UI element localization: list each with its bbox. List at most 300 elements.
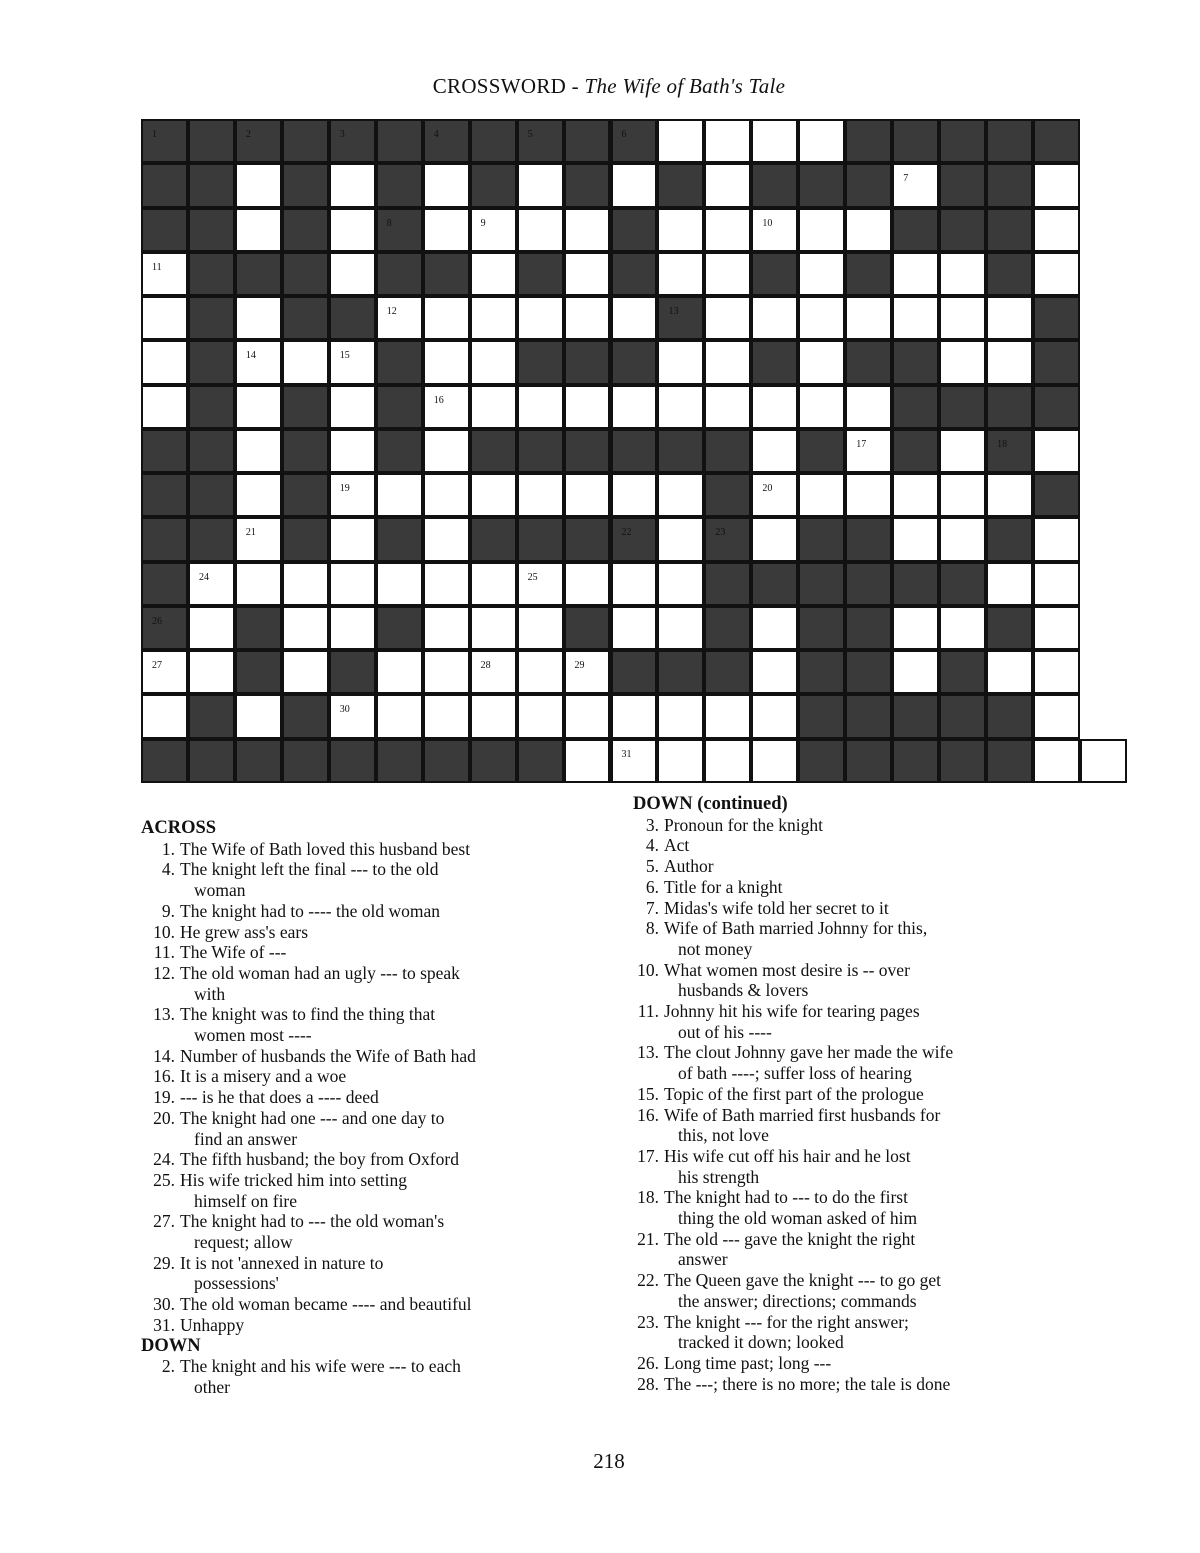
grid-number: 27 (152, 660, 162, 672)
grid-number: 29 (574, 660, 585, 672)
grid-cell-open[interactable] (517, 208, 564, 252)
grid-cell-open[interactable] (188, 562, 235, 606)
grid-cell-open[interactable] (235, 429, 282, 473)
grid-cell-blocked (798, 694, 845, 738)
grid-cell-open[interactable] (564, 208, 611, 252)
grid-cell-open[interactable] (423, 208, 470, 252)
grid-cell-open[interactable] (986, 650, 1033, 694)
grid-cell-open[interactable] (657, 473, 704, 517)
grid-cell-open[interactable] (1033, 739, 1080, 783)
grid-cell-blocked (564, 606, 611, 650)
grid-cell-open[interactable] (751, 650, 798, 694)
grid-cell-open[interactable] (986, 340, 1033, 384)
clue-line: out of his ---- (678, 1021, 772, 1042)
grid-cell-open[interactable] (1033, 606, 1080, 650)
grid-cell-open[interactable] (892, 650, 939, 694)
clue-number: 15. (637, 1083, 659, 1104)
grid-cell-open[interactable] (564, 739, 611, 783)
clue-item (633, 835, 1073, 856)
grid-cell-open[interactable] (939, 296, 986, 340)
clue-line: The knight had to ---- the old woman (180, 900, 441, 921)
grid-cell-open[interactable] (470, 606, 517, 650)
grid-cell-open[interactable] (423, 606, 470, 650)
grid-cell-open[interactable] (751, 296, 798, 340)
grid-cell-open[interactable] (657, 739, 704, 783)
grid-cell-blocked (986, 385, 1033, 429)
grid-cell-open[interactable] (704, 252, 751, 296)
grid-number: 11 (152, 261, 162, 273)
grid-cell-blocked (845, 739, 892, 783)
clue-number: 2. (161, 1356, 175, 1377)
grid-cell-open[interactable] (657, 119, 704, 163)
grid-cell-open[interactable] (517, 385, 564, 429)
clue-line: He grew ass's ears (180, 921, 309, 942)
grid-cell-open[interactable] (235, 517, 282, 561)
grid-cell-open[interactable] (704, 296, 751, 340)
grid-cell-open[interactable] (329, 252, 376, 296)
grid-cell-blocked (188, 739, 235, 783)
grid-cell-open[interactable] (657, 694, 704, 738)
grid-cell-open[interactable] (986, 473, 1033, 517)
grid-cell-open[interactable] (235, 340, 282, 384)
grid-cell-open[interactable] (704, 119, 751, 163)
clue-text (664, 1105, 1073, 1146)
grid-cell-blocked (564, 517, 611, 561)
clue-line: The clout Johnny gave her made the wife (664, 1042, 954, 1063)
grid-cell-open[interactable] (564, 385, 611, 429)
grid-cell-open[interactable] (1033, 163, 1080, 207)
grid-cell-open[interactable] (892, 517, 939, 561)
clue-line: The knight was to find the thing that (180, 1004, 436, 1025)
grid-cell-open[interactable] (751, 473, 798, 517)
grid-cell-open[interactable] (564, 562, 611, 606)
grid-number: 12 (386, 306, 397, 318)
grid-cell-blocked (1033, 473, 1080, 517)
grid-cell-open[interactable] (423, 163, 470, 207)
grid-cell-open[interactable] (329, 517, 376, 561)
grid-cell-open[interactable] (939, 517, 986, 561)
grid-cell-open[interactable] (282, 606, 329, 650)
clue-number: 10. (637, 959, 659, 980)
grid-cell-open[interactable] (235, 163, 282, 207)
grid-cell-open[interactable] (704, 340, 751, 384)
grid-cell-open[interactable] (845, 385, 892, 429)
grid-cell-open[interactable] (845, 208, 892, 252)
grid-cell-open[interactable] (939, 429, 986, 473)
grid-cell-open[interactable] (235, 296, 282, 340)
grid-cell-open[interactable] (892, 163, 939, 207)
clue-line: --- is he that does a ---- deed (180, 1087, 379, 1108)
grid-cell-open[interactable] (282, 340, 329, 384)
clue-number: 13. (637, 1042, 659, 1063)
grid-cell-open[interactable] (282, 650, 329, 694)
grid-cell-open[interactable] (423, 517, 470, 561)
grid-cell-blocked (376, 385, 423, 429)
clue-line: The old woman became ---- and beautiful (180, 1294, 472, 1315)
clue-line: What women most desire is -- over (664, 959, 910, 980)
clue-item (141, 922, 581, 943)
grid-cell-blocked (564, 119, 611, 163)
grid-cell-open[interactable] (798, 119, 845, 163)
grid-cell-blocked (798, 650, 845, 694)
grid-cell-blocked (845, 694, 892, 738)
grid-cell-open[interactable] (1033, 694, 1080, 738)
grid-cell-open[interactable] (470, 385, 517, 429)
clue-line: find an answer (194, 1128, 298, 1149)
grid-cell-blocked (517, 119, 564, 163)
grid-cell-open[interactable] (235, 562, 282, 606)
grid-cell-blocked (657, 163, 704, 207)
grid-cell-blocked (798, 606, 845, 650)
grid-cell-open[interactable] (470, 252, 517, 296)
grid-cell-blocked (892, 208, 939, 252)
grid-cell-open[interactable] (423, 296, 470, 340)
grid-cell-open[interactable] (892, 296, 939, 340)
grid-cell-blocked (986, 208, 1033, 252)
grid-cell-blocked (188, 517, 235, 561)
grid-cell-open[interactable] (329, 694, 376, 738)
clue-line: The Wife of Bath loved this husband best (180, 838, 471, 859)
grid-cell-blocked (376, 739, 423, 783)
clue-line: The Queen gave the knight --- to go get (664, 1270, 941, 1291)
grid-cell-blocked (845, 517, 892, 561)
clue-item (633, 898, 1073, 919)
clue-line: Wife of Bath married first husbands for (664, 1104, 941, 1125)
clue-text (664, 1353, 1073, 1374)
grid-cell-blocked (282, 252, 329, 296)
grid-cell-open[interactable] (657, 252, 704, 296)
grid-cell-open[interactable] (376, 296, 423, 340)
clue-number: 25. (153, 1169, 175, 1190)
grid-number: 24 (198, 571, 209, 583)
grid-number: 20 (762, 483, 773, 495)
grid-cell-open[interactable] (517, 163, 564, 207)
grid-cell-blocked (611, 517, 658, 561)
grid-cell-blocked (986, 429, 1033, 473)
grid-cell-open[interactable] (517, 473, 564, 517)
grid-cell-open[interactable] (141, 296, 188, 340)
grid-cell-open[interactable] (235, 694, 282, 738)
grid-cell-open[interactable] (657, 606, 704, 650)
grid-cell-open[interactable] (141, 650, 188, 694)
grid-cell-open[interactable] (798, 296, 845, 340)
grid-cell-open[interactable] (1080, 739, 1127, 783)
grid-cell-open[interactable] (798, 385, 845, 429)
clue-number: 30. (153, 1294, 175, 1315)
grid-cell-blocked (939, 694, 986, 738)
grid-cell-open[interactable] (892, 606, 939, 650)
grid-cell-blocked (235, 252, 282, 296)
grid-cell-open[interactable] (611, 606, 658, 650)
grid-cell-open[interactable] (423, 694, 470, 738)
clue-item (633, 918, 1073, 959)
grid-cell-blocked (564, 429, 611, 473)
grid-cell-open[interactable] (141, 252, 188, 296)
grid-cell-open[interactable] (517, 606, 564, 650)
clue-text (664, 918, 1073, 959)
grid-cell-open[interactable] (845, 473, 892, 517)
grid-cell-open[interactable] (470, 473, 517, 517)
clue-number: 16. (637, 1104, 659, 1125)
grid-cell-blocked (986, 739, 1033, 783)
clue-item (633, 1001, 1073, 1042)
grid-cell-open[interactable] (611, 385, 658, 429)
grid-cell-open[interactable] (1033, 517, 1080, 561)
grid-cell-open[interactable] (141, 340, 188, 384)
clue-text (180, 901, 581, 922)
grid-cell-open[interactable] (188, 606, 235, 650)
grid-cell-open[interactable] (141, 385, 188, 429)
grid-cell-blocked (376, 252, 423, 296)
grid-cell-blocked (704, 650, 751, 694)
clue-text (180, 942, 581, 963)
clue-text (180, 1149, 581, 1170)
clue-number: 29. (153, 1252, 175, 1273)
clue-item (633, 1187, 1073, 1228)
grid-cell-open[interactable] (329, 385, 376, 429)
grid-cell-open[interactable] (329, 473, 376, 517)
clue-line: The knight had one --- and one day to (180, 1107, 445, 1128)
grid-cell-open[interactable] (423, 429, 470, 473)
clue-line: Long time past; long --- (664, 1352, 832, 1373)
clue-line: Wife of Bath married Johnny for this, (664, 918, 928, 939)
down-continued-clue-list (633, 815, 1073, 1395)
grid-cell-open[interactable] (376, 473, 423, 517)
grid-cell-blocked (141, 163, 188, 207)
grid-cell-open[interactable] (564, 650, 611, 694)
grid-cell-open[interactable] (611, 562, 658, 606)
grid-cell-open[interactable] (517, 296, 564, 340)
grid-cell-open[interactable] (376, 562, 423, 606)
grid-cell-blocked (657, 429, 704, 473)
grid-cell-open[interactable] (939, 252, 986, 296)
grid-cell-open[interactable] (423, 473, 470, 517)
grid-cell-open[interactable] (939, 473, 986, 517)
grid-cell-open[interactable] (470, 562, 517, 606)
clue-text (664, 1042, 1073, 1083)
grid-cell-open[interactable] (329, 429, 376, 473)
grid-cell-open[interactable] (423, 340, 470, 384)
grid-cell-open[interactable] (751, 739, 798, 783)
grid-cell-blocked (141, 119, 188, 163)
grid-cell-open[interactable] (141, 694, 188, 738)
clue-text (664, 1229, 1073, 1270)
clue-line: His wife tricked him into setting (180, 1169, 407, 1190)
grid-cell-open[interactable] (470, 650, 517, 694)
grid-cell-open[interactable] (657, 208, 704, 252)
clue-text (180, 1315, 581, 1336)
down-heading: DOWN (141, 1335, 201, 1356)
grid-cell-open[interactable] (376, 694, 423, 738)
grid-number: 19 (339, 483, 350, 495)
grid-cell-open[interactable] (892, 473, 939, 517)
grid-cell-open[interactable] (329, 340, 376, 384)
grid-cell-blocked (892, 340, 939, 384)
grid-cell-open[interactable] (751, 694, 798, 738)
grid-cell-open[interactable] (704, 739, 751, 783)
grid-cell-open[interactable] (1033, 429, 1080, 473)
clue-line: possessions' (194, 1273, 279, 1294)
grid-cell-open[interactable] (188, 650, 235, 694)
grid-cell-blocked (188, 208, 235, 252)
grid-cell-blocked (141, 562, 188, 606)
clue-number: 10. (153, 921, 175, 942)
grid-cell-open[interactable] (892, 252, 939, 296)
clue-item (141, 963, 581, 1004)
grid-cell-open[interactable] (751, 606, 798, 650)
grid-cell-blocked (798, 429, 845, 473)
clue-number: 14. (153, 1045, 175, 1066)
grid-cell-open[interactable] (1033, 562, 1080, 606)
clue-item (141, 1211, 581, 1252)
clue-text (180, 1170, 581, 1211)
grid-cell-open[interactable] (517, 562, 564, 606)
clue-number: 17. (637, 1145, 659, 1166)
grid-cell-open[interactable] (564, 694, 611, 738)
grid-cell-open[interactable] (517, 694, 564, 738)
clue-line: The old --- gave the knight the right (664, 1228, 916, 1249)
grid-cell-open[interactable] (423, 650, 470, 694)
grid-cell-open[interactable] (517, 650, 564, 694)
grid-cell-blocked (282, 296, 329, 340)
grid-cell-blocked (470, 429, 517, 473)
grid-number: 8 (386, 217, 392, 229)
clue-text (180, 963, 581, 1004)
grid-cell-open[interactable] (845, 296, 892, 340)
grid-cell-blocked (282, 385, 329, 429)
clue-line: thing the old woman asked of him (678, 1208, 918, 1229)
clue-line: not money (678, 938, 753, 959)
grid-cell-open[interactable] (470, 694, 517, 738)
clue-text (664, 898, 1073, 919)
grid-cell-open[interactable] (423, 562, 470, 606)
clue-line: women most ---- (194, 1025, 312, 1046)
grid-cell-open[interactable] (611, 739, 658, 783)
grid-cell-open[interactable] (845, 429, 892, 473)
grid-cell-open[interactable] (470, 340, 517, 384)
grid-cell-open[interactable] (611, 694, 658, 738)
clue-line: The knight left the final --- to the old (180, 859, 439, 880)
clue-line: It is not 'annexed in nature to (180, 1252, 384, 1273)
grid-number: 25 (527, 571, 538, 583)
grid-cell-blocked (611, 429, 658, 473)
grid-cell-open[interactable] (282, 562, 329, 606)
clue-line: of bath ----; suffer loss of hearing (678, 1063, 912, 1084)
grid-cell-blocked (845, 606, 892, 650)
grid-cell-blocked (376, 119, 423, 163)
grid-cell-open[interactable] (751, 517, 798, 561)
clue-item (633, 1270, 1073, 1311)
grid-cell-open[interactable] (986, 562, 1033, 606)
grid-cell-open[interactable] (657, 385, 704, 429)
grid-cell-open[interactable] (329, 606, 376, 650)
grid-cell-open[interactable] (986, 296, 1033, 340)
grid-cell-open[interactable] (751, 429, 798, 473)
grid-number: 10 (762, 217, 773, 229)
grid-cell-blocked (845, 252, 892, 296)
clue-number: 11. (153, 942, 175, 963)
grid-cell-open[interactable] (704, 163, 751, 207)
grid-cell-open[interactable] (704, 208, 751, 252)
grid-cell-open[interactable] (423, 385, 470, 429)
clue-line: other (194, 1376, 230, 1397)
grid-number: 13 (668, 306, 679, 318)
clue-text (664, 1001, 1073, 1042)
grid-cell-blocked (611, 650, 658, 694)
grid-cell-open[interactable] (564, 252, 611, 296)
grid-cell-open[interactable] (751, 119, 798, 163)
clue-item (633, 1312, 1073, 1353)
grid-cell-blocked (704, 562, 751, 606)
grid-cell-open[interactable] (564, 473, 611, 517)
grid-cell-open[interactable] (751, 385, 798, 429)
grid-cell-blocked (704, 473, 751, 517)
title-prefix: CROSSWORD - (432, 74, 585, 98)
grid-cell-open[interactable] (798, 208, 845, 252)
grid-cell-open[interactable] (939, 340, 986, 384)
clue-text (180, 859, 581, 900)
grid-cell-open[interactable] (235, 473, 282, 517)
grid-cell-open[interactable] (798, 473, 845, 517)
grid-cell-open[interactable] (939, 606, 986, 650)
grid-cell-open[interactable] (798, 340, 845, 384)
grid-cell-open[interactable] (657, 562, 704, 606)
grid-cell-open[interactable] (329, 163, 376, 207)
grid-cell-open[interactable] (235, 385, 282, 429)
grid-number: 1 (152, 129, 157, 140)
grid-cell-open[interactable] (376, 650, 423, 694)
across-clue-list (141, 839, 581, 1336)
grid-cell-blocked (517, 517, 564, 561)
grid-cell-open[interactable] (611, 163, 658, 207)
grid-cell-open[interactable] (704, 694, 751, 738)
clue-line: Johnny hit his wife for tearing pages (664, 1001, 920, 1022)
grid-cell-blocked (376, 163, 423, 207)
grid-cell-open[interactable] (470, 296, 517, 340)
clue-line: the answer; directions; commands (678, 1290, 917, 1311)
grid-cell-open[interactable] (1033, 252, 1080, 296)
clue-number: 28. (637, 1373, 659, 1394)
clue-number: 16. (153, 1066, 175, 1087)
grid-cell-blocked (423, 119, 470, 163)
grid-cell-open[interactable] (611, 296, 658, 340)
grid-cell-open[interactable] (751, 208, 798, 252)
grid-cell-open[interactable] (657, 517, 704, 561)
grid-cell-open[interactable] (1033, 650, 1080, 694)
grid-cell-open[interactable] (329, 208, 376, 252)
grid-cell-open[interactable] (704, 385, 751, 429)
grid-cell-blocked (704, 606, 751, 650)
clue-number: 19. (153, 1087, 175, 1108)
clue-item (141, 901, 581, 922)
grid-cell-open[interactable] (329, 562, 376, 606)
clue-line: Number of husbands the Wife of Bath had (180, 1045, 476, 1066)
clue-line: Act (664, 835, 690, 856)
grid-cell-open[interactable] (611, 473, 658, 517)
grid-cell-blocked (798, 739, 845, 783)
grid-cell-open[interactable] (1033, 208, 1080, 252)
grid-number: 26 (152, 615, 162, 627)
grid-cell-open[interactable] (657, 340, 704, 384)
grid-cell-blocked (986, 694, 1033, 738)
grid-cell-open[interactable] (470, 208, 517, 252)
clue-line: Author (664, 856, 714, 877)
grid-cell-open[interactable] (798, 252, 845, 296)
grid-cell-blocked (611, 208, 658, 252)
clue-item (141, 1087, 581, 1108)
grid-cell-open[interactable] (564, 296, 611, 340)
grid-cell-open[interactable] (235, 208, 282, 252)
